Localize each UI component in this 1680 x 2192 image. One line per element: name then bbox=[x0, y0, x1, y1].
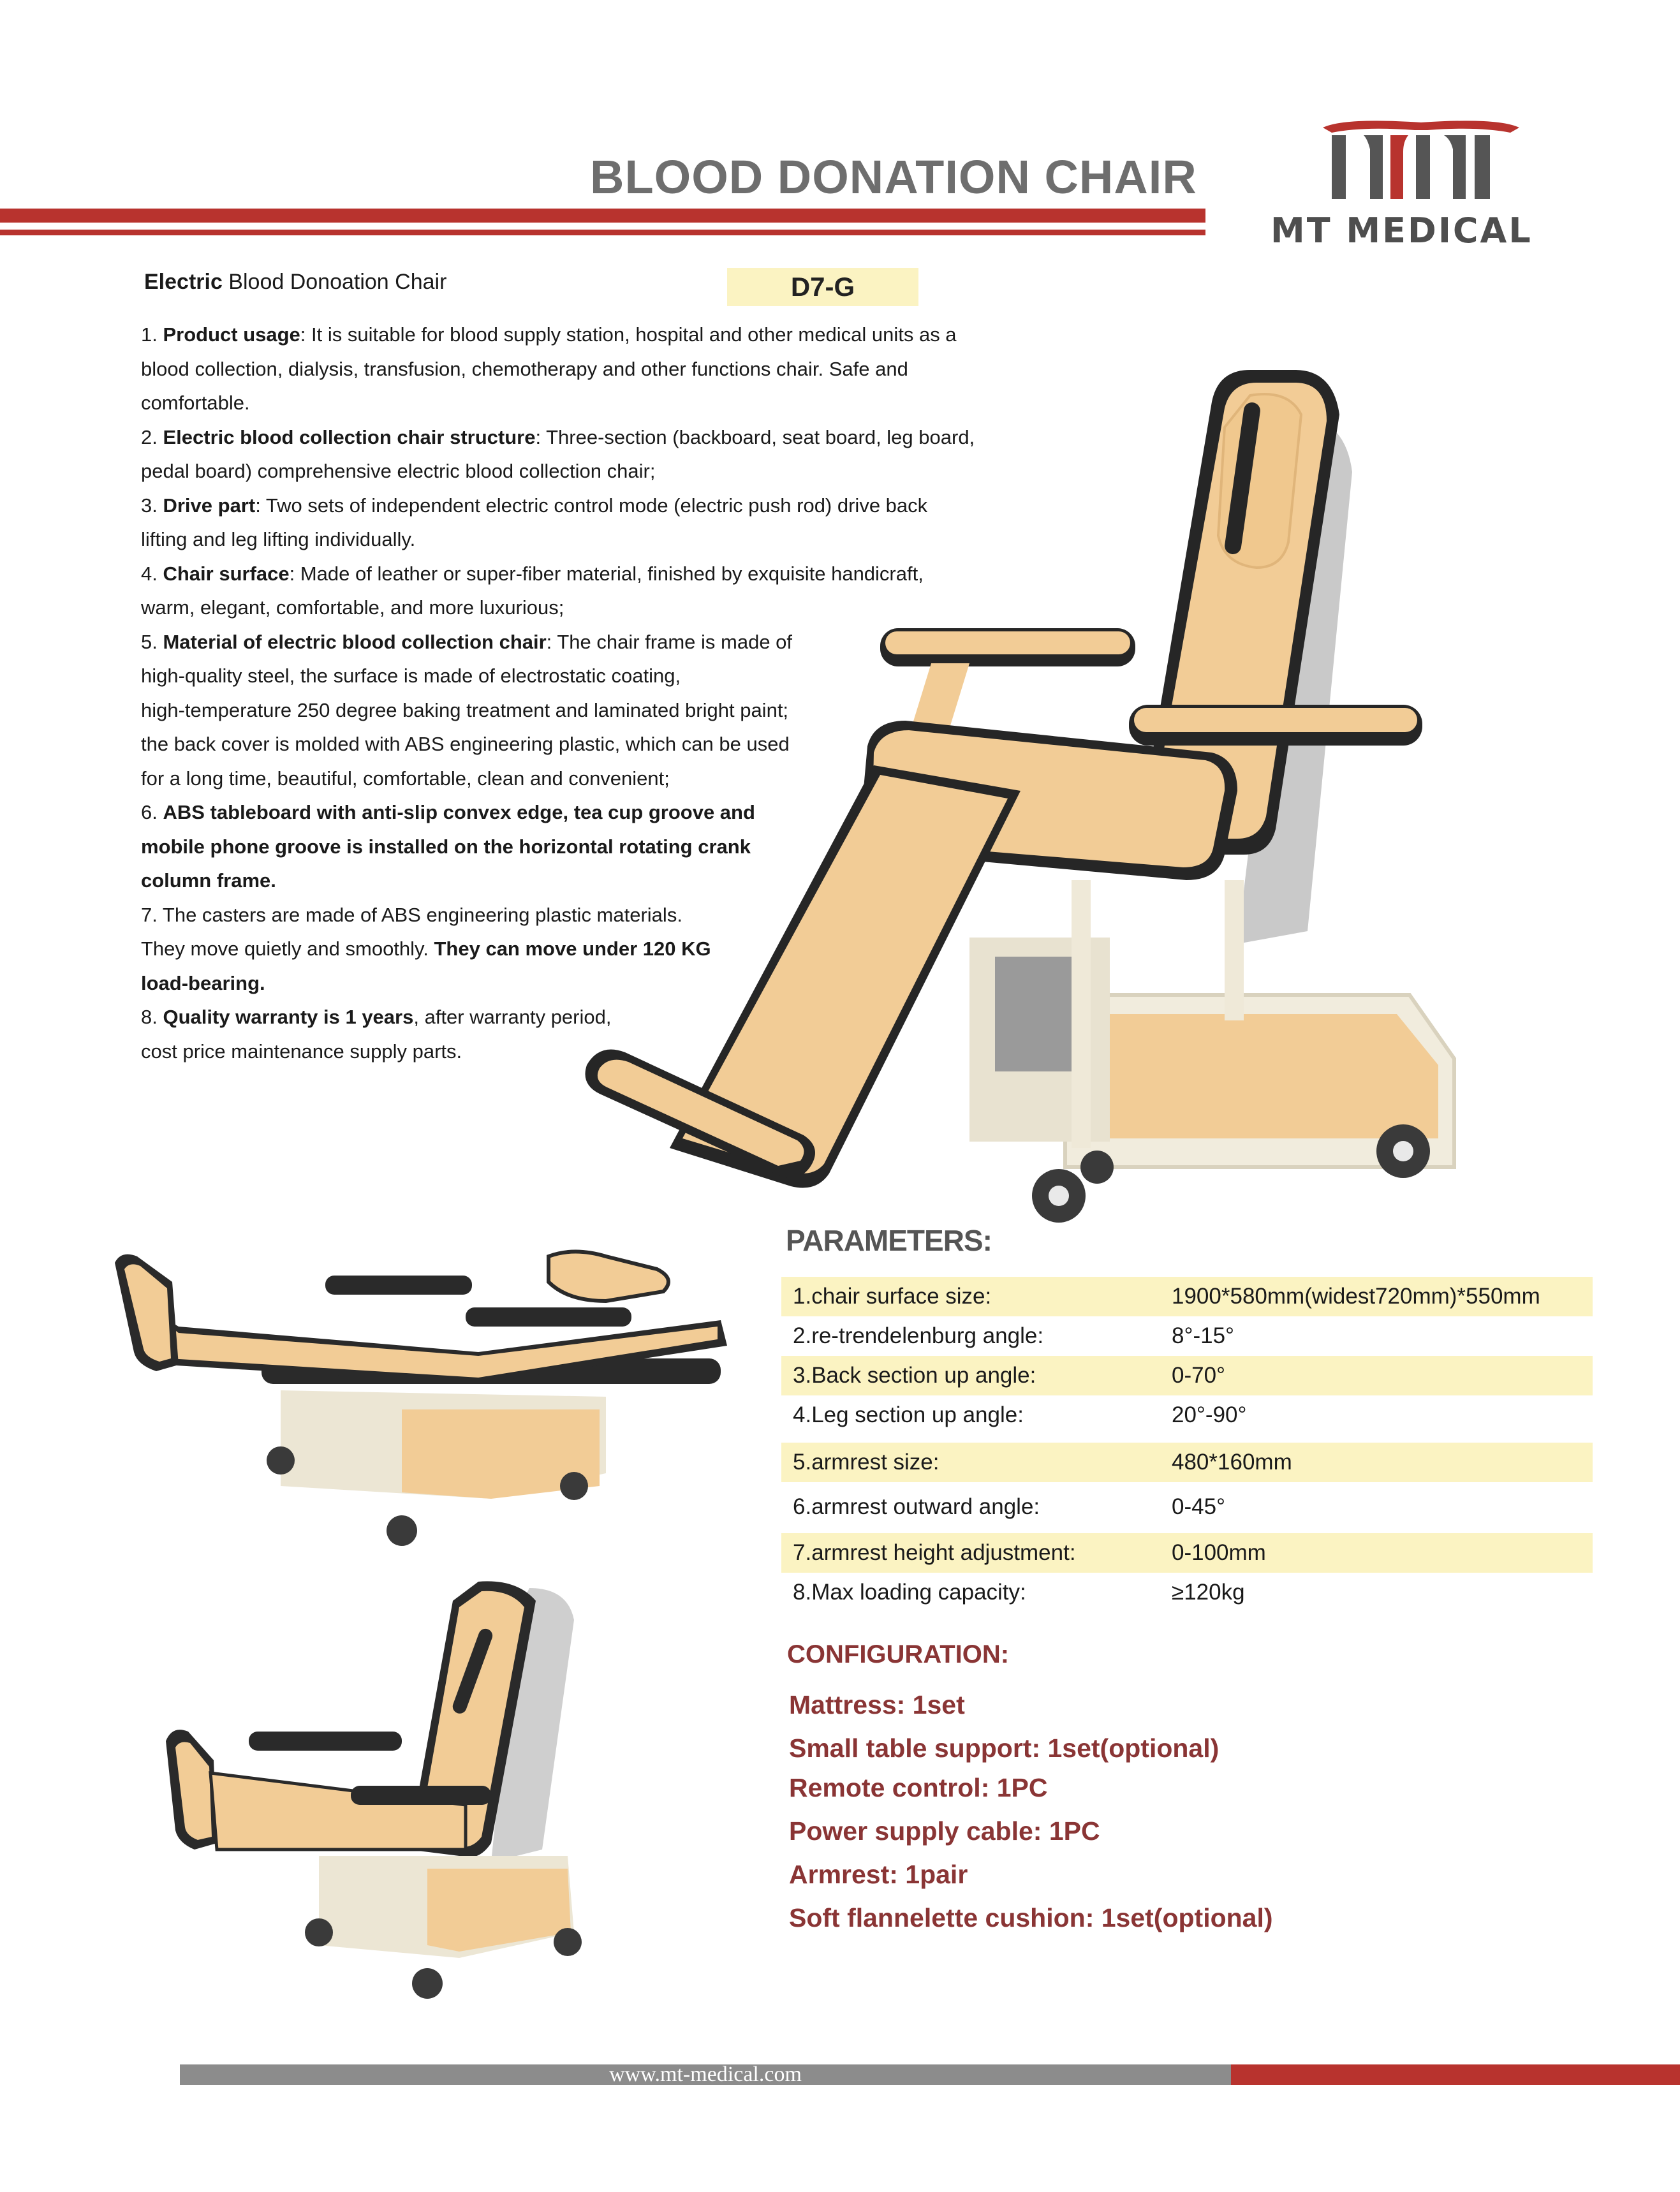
item-bold-text: mobile phone groove is installed on the horizontal rotating crank bbox=[141, 835, 751, 858]
item-text: : Two sets of independent electric control mode (electric push rod) drive back bbox=[255, 494, 928, 517]
item-bold-text: ABS tableboard with anti-slip convex edge, tea cup groove and bbox=[163, 801, 755, 823]
parameters-heading: PARAMETERS: bbox=[786, 1224, 992, 1257]
subtitle-rest: Blood Donoation Chair bbox=[222, 270, 447, 294]
item-text: : Made of leather or super-fiber material, finished by exquisite handicraft, bbox=[289, 562, 924, 585]
item-bold-text: load-bearing. bbox=[141, 971, 265, 994]
item-text: , after warranty period, bbox=[413, 1006, 612, 1028]
parameter-row bbox=[781, 1277, 1593, 1316]
configuration-item: Mattress: 1set bbox=[789, 1690, 965, 1719]
parameter-label: 6.armrest outward angle: bbox=[793, 1494, 1040, 1519]
chair-reclined-image-icon bbox=[159, 1575, 682, 2003]
item-number: 2. bbox=[141, 425, 163, 448]
item-text: They move quietly and smoothly. bbox=[141, 938, 434, 960]
item-text: the back cover is molded with ABS engineering plastic, which can be used bbox=[141, 733, 790, 755]
item-bold-text: Quality warranty is 1 years bbox=[163, 1006, 414, 1028]
footer-bar-red bbox=[1231, 2064, 1680, 2085]
parameter-value: 0-45° bbox=[1172, 1494, 1226, 1519]
chair-flat-image-icon bbox=[108, 1231, 740, 1550]
parameter-value: 0-100mm bbox=[1172, 1540, 1266, 1565]
item-bold-text: Electric blood collection chair structure bbox=[163, 425, 536, 448]
item-text: : It is suitable for blood supply station, hospital and other medical units as a bbox=[300, 323, 957, 346]
subtitle-bold: Electric bbox=[144, 270, 223, 294]
item-text: blood collection, dialysis, transfusion, chemotherapy and other functions chair. Safe and bbox=[141, 357, 908, 380]
mt-logo-icon bbox=[1319, 114, 1523, 203]
parameter-row bbox=[781, 1395, 1593, 1435]
parameter-value: 0-70° bbox=[1172, 1363, 1226, 1388]
parameter-label: 7.armrest height adjustment: bbox=[793, 1540, 1076, 1565]
parameter-value: 8°-15° bbox=[1172, 1323, 1235, 1348]
header-divider-thick bbox=[0, 209, 1205, 223]
item-bold-text: They can move under 120 KG bbox=[434, 938, 711, 960]
brand-name: MT MEDICAL bbox=[1271, 210, 1533, 251]
parameter-value: 480*160mm bbox=[1172, 1450, 1292, 1475]
item-text: warm, elegant, comfortable, and more luxurious; bbox=[141, 596, 564, 619]
item-number: 4. bbox=[141, 562, 163, 585]
item-number: 1. bbox=[141, 323, 163, 346]
item-bold-text: Drive part bbox=[163, 494, 256, 517]
parameter-value: 1900*580mm(widest720mm)*550mm bbox=[1172, 1284, 1540, 1309]
item-text: The casters are made of ABS engineering plastic materials. bbox=[162, 903, 682, 926]
chair-main-image-icon bbox=[574, 344, 1569, 1231]
parameter-row bbox=[781, 1573, 1593, 1612]
item-text: pedal board) comprehensive electric blood collection chair; bbox=[141, 460, 656, 482]
parameter-label: 5.armrest size: bbox=[793, 1450, 939, 1475]
item-bold-text: Material of electric blood collection chair bbox=[163, 630, 547, 653]
item-bold-text: Product usage bbox=[163, 323, 300, 346]
item-number: 7. bbox=[141, 903, 163, 926]
item-text: : Three-section (backboard, seat board, leg board, bbox=[535, 425, 975, 448]
item-text: comfortable. bbox=[141, 392, 250, 414]
item-text: high-quality steel, the surface is made of electrostatic coating, bbox=[141, 665, 681, 687]
item-number: 3. bbox=[141, 494, 163, 517]
website-link[interactable]: www.mt-medical.com bbox=[609, 2063, 802, 2086]
configuration-heading: CONFIGURATION: bbox=[787, 1640, 1010, 1668]
parameter-label: 8.Max loading capacity: bbox=[793, 1580, 1026, 1605]
item-number: 6. bbox=[141, 801, 163, 823]
product-subtitle bbox=[144, 270, 446, 295]
item-text: cost price maintenance supply parts. bbox=[141, 1040, 462, 1063]
configuration-item: Power supply cable: 1PC bbox=[789, 1816, 1100, 1846]
parameter-label: 4.Leg section up angle: bbox=[793, 1402, 1024, 1427]
item-text: high-temperature 250 degree baking treatment and laminated bright paint; bbox=[141, 698, 789, 721]
parameter-value: 20°-90° bbox=[1172, 1402, 1247, 1427]
configuration-item: Remote control: 1PC bbox=[789, 1773, 1048, 1802]
configuration-item: Armrest: 1pair bbox=[789, 1860, 968, 1889]
item-text: lifting and leg lifting individually. bbox=[141, 528, 416, 550]
parameter-label: 3.Back section up angle: bbox=[793, 1363, 1036, 1388]
item-bold-text: Chair surface bbox=[163, 562, 290, 585]
configuration-item: Soft flannelette cushion: 1set(optional) bbox=[789, 1903, 1273, 1932]
page-title: BLOOD DONATION CHAIR bbox=[590, 151, 1197, 203]
item-text: for a long time, beautiful, comfortable, clean and convenient; bbox=[141, 767, 670, 790]
item-number: 8. bbox=[141, 1006, 163, 1028]
item-number: 5. bbox=[141, 630, 163, 653]
parameter-value: ≥120kg bbox=[1172, 1580, 1245, 1605]
parameter-row bbox=[781, 1533, 1593, 1573]
item-bold-text: column frame. bbox=[141, 869, 276, 892]
header-divider-thin bbox=[0, 230, 1205, 235]
parameter-label: 2.re-trendelenburg angle: bbox=[793, 1323, 1044, 1348]
model-badge: D7-G bbox=[727, 268, 918, 306]
parameter-row bbox=[781, 1356, 1593, 1395]
parameter-row bbox=[781, 1487, 1593, 1527]
item-text: : The chair frame is made of bbox=[546, 630, 793, 653]
configuration-item: Small table support: 1set(optional) bbox=[789, 1733, 1219, 1763]
parameter-label: 1.chair surface size: bbox=[793, 1284, 992, 1309]
parameter-row bbox=[781, 1443, 1593, 1482]
parameter-row bbox=[781, 1316, 1593, 1356]
